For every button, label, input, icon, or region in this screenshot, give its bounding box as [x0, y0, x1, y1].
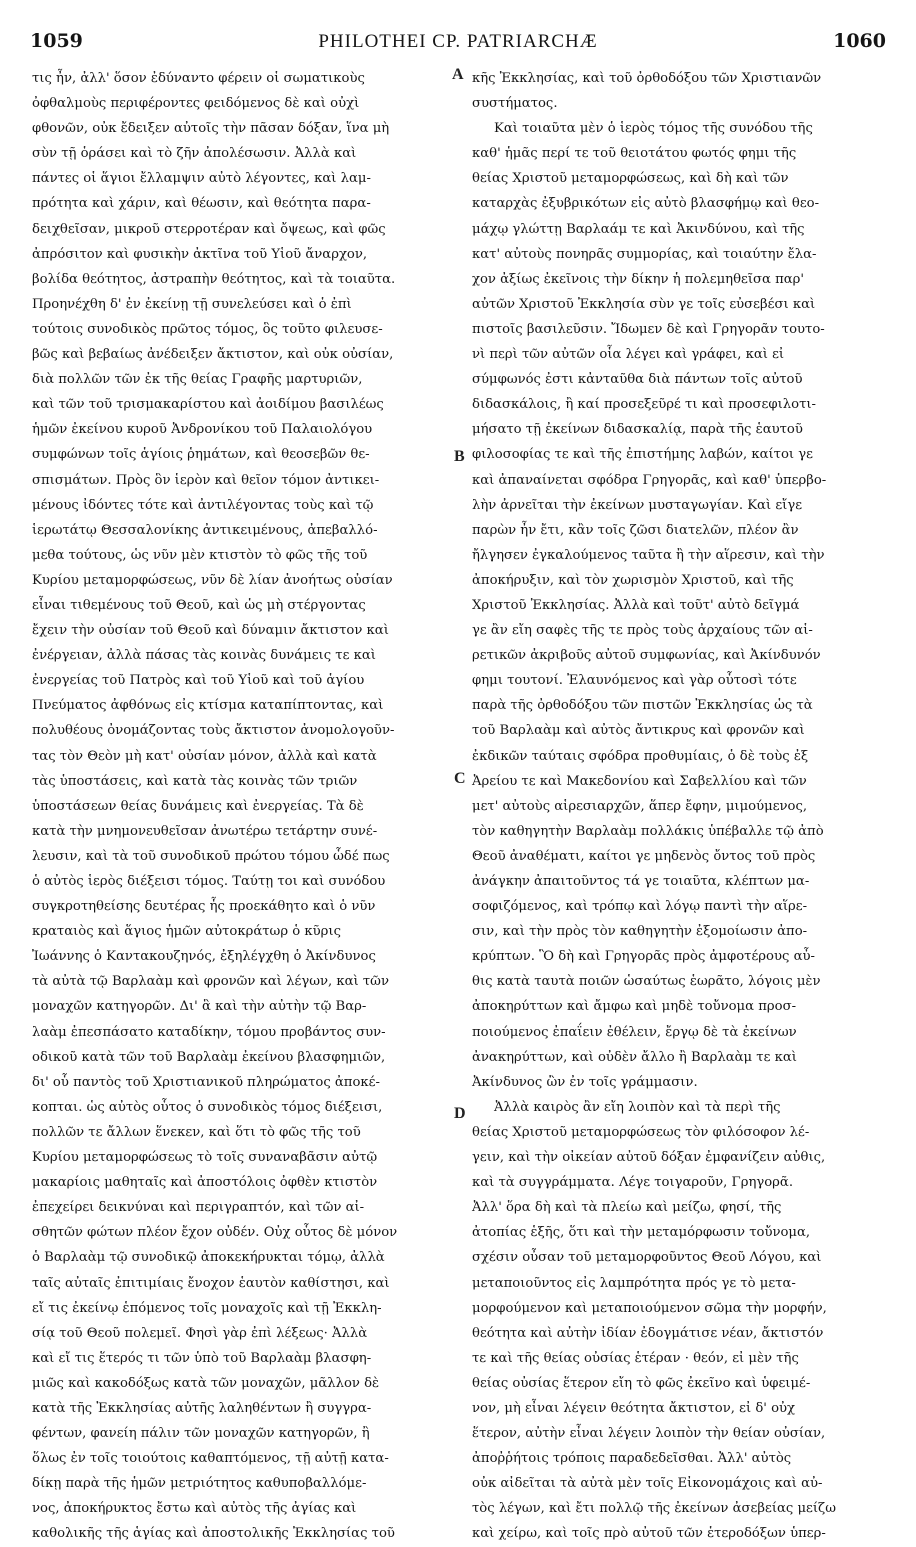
page-number-right: 1060 [833, 30, 886, 52]
left-column-text: τις ἦν, ἀλλ' ὅσον ἐδύναντο φέρειν οἱ σωματικοὺς ὀφθαλμοὺς περιφέροντες φειδόμενος δὲ καὶ οὐχὶ φθονῶν, οὐκ ἔδειξεν αὐτοῖς τὴν πᾶσαν δόξαν, ἵνα μὴ σὺν τῇ ὁράσει καὶ τὸ ζῆν ἀπολέσωσιν. Ἀλλὰ καὶ πάντες οἱ ἅγιοι ἔλλαμψιν αὐτὸ λέγοντες, καὶ λαμ- πρότητα καὶ χάριν, καὶ θέωσιν, καὶ θεότητα παρα- δειχθεῖσαν, μικροῦ στερροτέραν καὶ ὄψεως, καὶ φῶς ἀπρόσιτον καὶ φυσικὴν ἀκτῖνα τοῦ Υἱοῦ ἄναρχον, βολίδα θεότητος, ἀστραπὴν θεότητος, καὶ τὰ τοιαῦτα. Προηνέχθη δ' ἐν ἐκείνῃ τῇ συνελεύσει καὶ ὁ ἐπὶ τούτοις συνοδικὸς πρῶτος τόμος, ὃς τοῦτο φιλευσε- βῶς καὶ βεβαίως ἀνέδειξεν ἄκτιστον, καὶ οὐκ οὐσίαν, διὰ πολλῶν τῶν ἐκ τῆς θείας Γραφῆς μαρτυριῶν, καὶ τῶν τοῦ τρισμακαρίστου καὶ ἀοιδίμου βασιλέως ἡμῶν ἐκείνου κυροῦ Ἀνδρονίκου τοῦ Παλαιολόγου συμφώνων τοῖς ἁγίοις ῥημάτων, καὶ θεοσεβῶν θε- σπισμάτων. Πρὸς ὃν ἱερὸν καὶ θεῖον τόμον ἀντικει- μένους ἰδόντες τότε καὶ ἀντιλέγοντας τοὺς καὶ τῷ ἱερωτάτῳ Θεσσαλονίκης ἀντικειμένους, ἀπεβαλλό- μεθα τούτους, ὡς νῦν μὲν κτιστὸν τὸ φῶς τῆς τοῦ Κυρίου μεταμορφώσεως, νῦν δὲ λίαν ἀνοήτως οὐσίαν εἶναι τιθεμένους τοῦ Θεοῦ, καὶ ὡς μὴ στέργοντας ἔχειν τὴν οὐσίαν τοῦ Θεοῦ καὶ δύναμιν ἄκτιστον καὶ ἐνέργειαν, ἀλλὰ πάσας τὰς κοινὰς δυνάμεις τε καὶ ἐνεργείας τοῦ Πατρὸς καὶ τοῦ Υἱοῦ καὶ τοῦ ἁγίου Πνεύματος ἀφθόνως εἰς κτίσμα καταπίπτοντας, καὶ πολυθέους ὀνομάζοντας τοὺς ἄκτιστον ἀνομολογοῦν- τας τὸν Θεὸν μὴ κατ' οὐσίαν μόνον, ἀλλὰ καὶ κατὰ τὰς ὑποστάσεις, καὶ κατὰ τὰς κοινὰς τῶν τριῶν ὑποστάσεων θείας δυνάμεις καὶ ἐνεργείας. Τὰ δὲ κατὰ τὴν μνημονευθεῖσαν ἀνωτέρω τετάρτην συνέ- λευσιν, καὶ τὰ τοῦ συνοδικοῦ πρώτου τόμου ὧδέ πως ὁ αὐτὸς ἱερὸς διέξεισι τόμος. Ταύτῃ τοι καὶ συνόδου συγκροτηθείσης δευτέρας ἧς προεκάθητο καὶ ὁ νῦν κραταιὸς καὶ ἅγιος ἡμῶν αὐτοκράτωρ ὁ κῦρις Ἰωάννης ὁ Καντακουζηνός, ἐξηλέγχθη ὁ Ἀκίνδυνος τὰ αὐτὰ τῷ Βαρλαὰμ καὶ φρονῶν καὶ λέγων, καὶ τῶν μοναχῶν κατηγορῶν. Δι' ἃ καὶ τὴν αὐτὴν τῷ Βαρ- λαὰμ ἐπεσπάσατο καταδίκην, τόμου προβάντος συν- οδικοῦ κατὰ τῶν τοῦ Βαρλαὰμ ἐκείνου βλασφημιῶν, δι' οὗ παντὸς τοῦ Χριστιανικοῦ πληρώματος ἀποκέ- κοπται. ὡς αὐτὸς οὗτος ὁ συνοδικὸς τόμος διέξεισι, πολλῶν τε ἄλλων ἕνεκεν, καὶ ὅτι τὸ φῶς τῆς τοῦ Κυρίου μεταμορφώσεως τὸ τοῖς συναναβᾶσιν αὐτῷ μακαρίοις μαθηταῖς καὶ ἀποστόλοις ὀφθὲν κτιστὸν ἐπεχείρει δεικνύναι καὶ περιγραπτόν, καὶ τῶν αἰ- σθητῶν φώτων πλέον ἔχον οὐδέν. Οὐχ οὗτος δὲ μόνον ὁ Βαρλαὰμ τῷ συνοδικῷ ἀποκεκήρυκται τόμῳ, ἀλλὰ ταῖς αὐταῖς ἐπιτιμίαις ἔνοχον ἑαυτὸν καθίστησι, καὶ εἴ τις ἐκείνῳ ἑπόμενος τοῖς μοναχοῖς καὶ τῇ Ἐκκλη- σίᾳ τοῦ Θεοῦ πολεμεῖ. Φησὶ γὰρ ἐπὶ λέξεως· Ἀλλὰ καὶ εἴ τις ἕτερός τι τῶν ὑπὸ τοῦ Βαρλαὰμ βλασφη- μιῶς καὶ κακοδόξως κατὰ τῶν μοναχῶν, μᾶλλον δὲ κατὰ τῆς Ἐκκλησίας αὐτῆς λαληθέντων ἢ συγγρα- φέντων, φανείη πάλιν τῶν μοναχῶν κατηγορῶν, ἢ ὅλως ἐν τοῖς τοιούτοις καθαπτόμενος, τῇ αὐτῇ κατα- δίκῃ παρὰ τῆς ἡμῶν μετριότητος καθυποβαλλόμε- νος, ἀποκήρυκτος ἔστω καὶ αὐτὸς τῆς ἀγίας καὶ καθολικῆς τῆς ἁγίας καὶ ἀποστολικῆς Ἐκκλησίας τοῦ [32, 71, 398, 1542]
running-title: PHILOTHEI CP. PATRIARCHÆ [318, 31, 598, 52]
page-number-left: 1059 [30, 30, 83, 52]
margin-letter-c: C [454, 770, 466, 787]
right-paragraph-1: κῆς Ἐκκλησίας, καὶ τοῦ ὀρθοδόξου τῶν Χριστιανῶν συστήματος. [472, 71, 822, 112]
margin-letter-a: A [452, 66, 464, 83]
right-paragraph-2: Καὶ τοιαῦτα μὲν ὁ ἱερὸς τόμος τῆς συνόδου τῆς καθ' ἡμᾶς περί τε τοῦ θειοτάτου φωτός φημι τῆς θείας Χριστοῦ μεταμορφώσεως, καὶ δὴ καὶ τῶν καταρχὰς ἐξυβρικότων εἰς αὐτὸ βλασφήμῳ καὶ θεο- μάχῳ γλώττῃ Βαρλαάμ τε καὶ Ἀκινδύνου, καὶ τῆς κατ' αὐτοὺς πονηρᾶς συμμορίας, καὶ τοιαύτην ἔλα- χον ἀξίως ἐκεῖνοις τὴν δίκην ἡ πολεμηθεῖσα παρ' αὐτῶν Χριστοῦ Ἐκκλησία σὺν γε τοῖς εὐσεβέσι καὶ πιστοῖς βασιλεῦσιν. Ἴδωμεν δὲ καὶ Γρηγορᾶν τουτο- νὶ περὶ τῶν αὐτῶν οἷα λέγει καὶ γράφει, καὶ εἰ σύμφωνός ἐστι κἀνταῦθα διὰ πάντων τοῖς αὐτοῦ διδασκάλοις, ἢ καί προσεξεῦρέ τι καὶ προσεφιλοτι- μήσατο τῇ ἐκείνων διδασκαλίᾳ, παρὰ τῆς ἑαυτοῦ φιλοσοφίας τε καὶ τῆς ἐπιστήμης λαβών, καίτοι γε καὶ ἀπαναίνεται σφόδρα Γρηγορᾶς, καὶ καθ' ὑπερβο- λὴν ἀρνεῖται τὴν ἐκείνων μυσταγωγίαν. Καὶ εἴγε παρὼν ἦν ἔτι, κἂν τοῖς ζῶσι διατελῶν, πλέον ἂν ἤλγησεν ἐγκαλούμενος ταῦτα ἢ τὴν αἵρεσιν, καὶ τὴν ἀποκήρυξιν, καὶ τὸν χωρισμὸν Χριστοῦ, καὶ τῆς Χριστοῦ Ἐκκλησίας. Ἀλλὰ καὶ τοῦτ' αὐτὸ δεῖγμά γε ἂν εἴη σαφὲς τῆς τε πρὸς τοὺς ἀρχαίους τῶν αἱ- ρετικῶν ἀκριβοῦς αὐτοῦ συμφωνίας, καὶ Ἀκίνδυνόν φημι τουτονί. Ἐλαυνόμενος καὶ γὰρ οὗτοσὶ τότε παρὰ τῆς ὀρθοδόξου τῶν πιστῶν Ἐκκλησίας ὡς τὰ τοῦ Βαρλαὰμ καὶ αὐτὸς ἄντικρυς καὶ φρονῶν καὶ ἐκδικῶν ταύταις σφόδρα προθυμίαις, ὁ δὲ τοὺς ἐξ Ἀρείου τε καὶ Μακεδονίου καὶ Σαβελλίου καὶ τῶν μετ' αὐτοὺς αἱρεσιαρχῶν, ἅπερ ἔφην, μιμούμενος, τὸν καθηγητὴν Βαρλαὰμ πολλάκις ὑπέβαλλε τῷ ἀπὸ Θεοῦ ἀναθέματι, καίτοι γε μηδενὸς ὄντος τοῦ πρὸς ἀνάγκην ἀπαιτοῦντος τά γε τοιαῦτα, κλέπτων μα- σοφιζόμενος, καὶ τρόπῳ καὶ λόγῳ παντὶ τὴν αἵρε- σιν, καὶ τὴν πρὸς τὸν καθηγητὴν ἐξομοίωσιν ἀπο- κρύπτων. Ὃ δὴ καὶ Γρηγορᾶς πρὸς ἀμφοτέρους αὖ- θις κατὰ ταυτὰ ποιῶν ὡσαύτως ἑωρᾶτο, λόγοις μὲν ἀποκηρύττων καὶ ἄμφω καὶ μηδὲ τοὔνομα προσ- ποιούμενος ἐπαΐειν ἐθέλειν, ἔργῳ δὲ τὰ ἐκείνων ἀνακηρύττων, καὶ οὐδὲν ἄλλο ἢ Βαρλαὰμ τε καὶ Ἀκίνδυνος ὢν ἐν τοῖς γράμμασιν. [472, 121, 827, 1090]
left-column [32, 66, 452, 1547]
page-header [30, 30, 886, 62]
margin-letter-d: D [454, 1105, 466, 1122]
margin-letter-b: B [454, 448, 465, 465]
right-paragraph-3: Ἀλλὰ καιρὸς ἂν εἴη λοιπὸν καὶ τὰ περὶ τῆς θείας Χριστοῦ μεταμορφώσεως τὸν φιλόσοφον λέ- γειν, καὶ τὴν οἰκείαν αὐτοῦ δόξαν ἐμφανίζειν αὐθις, καὶ τὰ συγγράμματα. Λέγε τοιγαροῦν, Γρηγορᾶ. Ἀλλ' ὅρα δὴ καὶ τὰ πλείω καὶ μείζω, φησί, τῆς ἀτοπίας ἑξῆς, ὅτι καὶ τὴν μεταμόρφωσιν τοὔνομα, σχέσιν οὖσαν τοῦ μεταμορφοῦντος Θεοῦ Λόγου, καὶ μεταποιοῦντος εἰς λαμπρότητα πρός γε τὸ μετα- μορφούμενον καὶ μεταποιούμενον σῶμα τὴν μορφήν, θεότητα καὶ αὐτὴν ἰδίαν ἐδογμάτισε νέαν, ἄκτιστόν τε καὶ τῆς θείας οὐσίας ἑτέραν · θεόν, εἰ μὲν τῆς θείας οὐσίας ἕτερον εἴη τὸ φῶς ἐκεῖνο καὶ ὑφειμέ- νον, μὴ εἶναι λέγειν θεότητα ἄκτιστον, εἰ δ' οὐχ ἕτερον, αὐτὴν εἶναι λέγειν λοιπὸν τὴν θείαν οὐσίαν, ἀποῤῥήτοις τρόποις παραδεδεῖσθαι. Ἀλλ' αὐτὸς οὐκ αἰδεῖται τὰ αὐτὰ μὲν τοῖς Εἰκονομάχοις καὶ αὐ- τὸς λέγων, καὶ ἔτι πολλῷ τῆς ἐκείνων ἀσεβείας μείζω καὶ χείρω, καὶ τοῖς πρὸ αὐτοῦ τῶν ἑτεροδόξων ὑπερ- [472, 1099, 836, 1542]
right-column [472, 66, 882, 1547]
